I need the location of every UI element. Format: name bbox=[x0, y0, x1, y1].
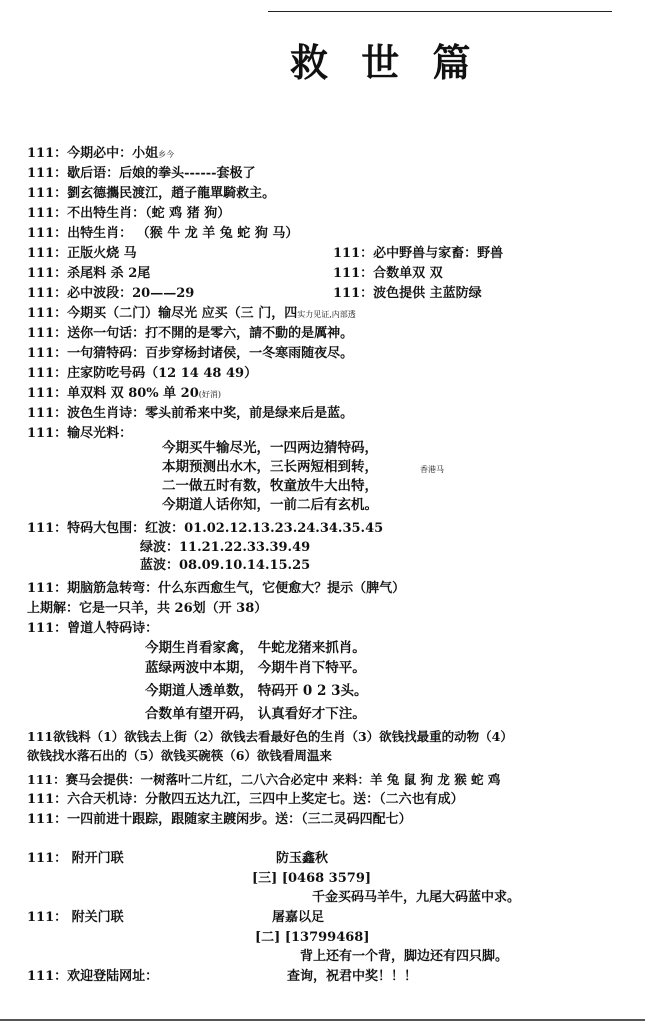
line-must-win: 111：今期必中：小姐乡今 bbox=[27, 146, 175, 161]
line-zeng-poem: 111：曾道人特码诗： bbox=[27, 621, 159, 636]
line-wave-range: 111：必中波段：20——29 bbox=[27, 286, 195, 301]
line-odd-even: 111：合数单双 双 bbox=[333, 266, 443, 281]
line-welcome-url: 111：欢迎登陆网址： bbox=[27, 969, 159, 984]
line-query-wish: 查询，祝君中奖！！！ bbox=[287, 969, 418, 984]
line-open-couplet: 111： 附开门联 bbox=[27, 851, 124, 866]
line-jockey-club: 111：赛马会提供：一树落叶二片红，二八六合必定中 来料：羊 兔 鼠 狗 龙 猴 蛇 鸡 bbox=[27, 772, 501, 787]
line-heaven-poem: 111：六合天机诗：分散四五达九江，三四中上奖定七。送：（二六也有成） bbox=[27, 792, 464, 807]
close-couplet-verse: 背上还有一个背，脚边还有四只脚。 bbox=[300, 949, 509, 964]
line-close-couplet: 111： 附关门联 bbox=[27, 910, 124, 925]
line-money-riddle: 111欲钱料（1）欲钱去上街（2）欲钱去看最好色的生肖（3）欲钱找最重的动物（4） bbox=[27, 729, 513, 744]
line-kill-tail: 111：杀尾料 杀 2尾 bbox=[27, 266, 151, 281]
poem2-line: 今期道人透单数， 特码开 0 2 3头。 bbox=[145, 683, 368, 699]
poem2-line: 合数单有望开码， 认真看好才下注。 bbox=[145, 706, 366, 722]
line-fire-horse: 111：正版火烧 马 bbox=[27, 246, 137, 261]
line-green-wave: 绿波：11.21.22.33.39.49 bbox=[140, 540, 311, 555]
line-guess-code: 111：一句猜特码：百步穿杨封诸侯，一冬寒雨随夜尽。 bbox=[27, 346, 354, 361]
line-send-you: 111：送你一句话：打不開的是零六，請不動的是厲神。 bbox=[27, 326, 354, 341]
close-couplet-seal: 屠嘉以足 bbox=[272, 910, 325, 925]
open-couplet-numbers: [三] [0468 3579] bbox=[252, 871, 372, 886]
line-red-wave: 111：特码大包围：红波：01.02.12.13.23.24.34.35.45 bbox=[27, 521, 384, 536]
line-dealer-numbers: 111：庄家防吃号码（12 14 48 49） bbox=[27, 366, 258, 381]
top-rule bbox=[268, 11, 612, 12]
poem2-line: 蓝绿两波中本期， 今期牛肖下特平。 bbox=[145, 660, 366, 676]
line-no-special-zodiac: 111：不出特生肖：（蛇 鸡 猪 狗） bbox=[27, 206, 231, 221]
line-brain-teaser: 111：期脑筋急转弯：什么东西愈生气，它便愈大？提示（脾气） bbox=[27, 581, 406, 596]
line-wave-color: 111：波色提供 主蓝防绿 bbox=[333, 286, 482, 301]
line-wave-poem: 111：波色生肖诗：零头前希来中奖，前是绿来后是蓝。 bbox=[27, 406, 354, 421]
poem1-line: 本期预测出水木，三长两短相到转， bbox=[162, 459, 378, 475]
line-last-answer: 上期解：它是一只羊，共 26划（开 38） bbox=[27, 601, 268, 616]
line-wild-domestic: 111：必中野兽与家畜：野兽 bbox=[333, 246, 504, 261]
poem1-note: 香港马 bbox=[420, 465, 444, 474]
line-buy-gates: 111：今期买（二门）输尽光 应买（三 门，四实力见证,内部透 bbox=[27, 306, 356, 321]
line-blue-wave: 蓝波：08.09.10.14.15.25 bbox=[140, 558, 311, 573]
poem1-line: 二一做五时有数，牧童放牛大出特， bbox=[162, 478, 378, 494]
open-couplet-verse: 千金买码马羊牛，九尾大码蓝中求。 bbox=[312, 890, 521, 905]
bottom-rule bbox=[0, 1019, 645, 1021]
line-lose-all: 111：输尽光料： bbox=[27, 426, 133, 441]
line-money-riddle-2: 欲钱找水落石出的（5）欲钱买碗筷（6）欲钱看周温来 bbox=[27, 748, 332, 763]
page-title: 救 世 篇 bbox=[290, 40, 481, 85]
close-couplet-numbers: [二] [13799468] bbox=[255, 930, 370, 945]
poem1-line: 今期道人话你知，一前二后有玄机。 bbox=[162, 497, 378, 513]
open-couplet-seal: 防玉鑫秋 bbox=[276, 851, 329, 866]
line-special-zodiac: 111：出特生肖： （猴 牛 龙 羊 兔 蛇 狗 马） bbox=[27, 226, 299, 241]
line-liu-xuande: 111：劉玄德攜民渡江，趙子龍單騎救主。 bbox=[27, 186, 276, 201]
line-xiehouyu: 111：歇后语：后娘的拳头------套极了 bbox=[27, 166, 256, 181]
line-odd-even-pct: 111：单双料 双 80% 单 20(好消) bbox=[27, 386, 222, 401]
line-follow-poem: 111：一四前进十跟踪，跟随家主踱闲步。送：（三二灵码四配七） bbox=[27, 812, 412, 827]
poem1-line: 今期买牛输尽光，一四两边猜特码， bbox=[162, 440, 378, 456]
poem2-line: 今期生肖看家禽， 牛蛇龙猪来抓肖。 bbox=[145, 640, 366, 656]
